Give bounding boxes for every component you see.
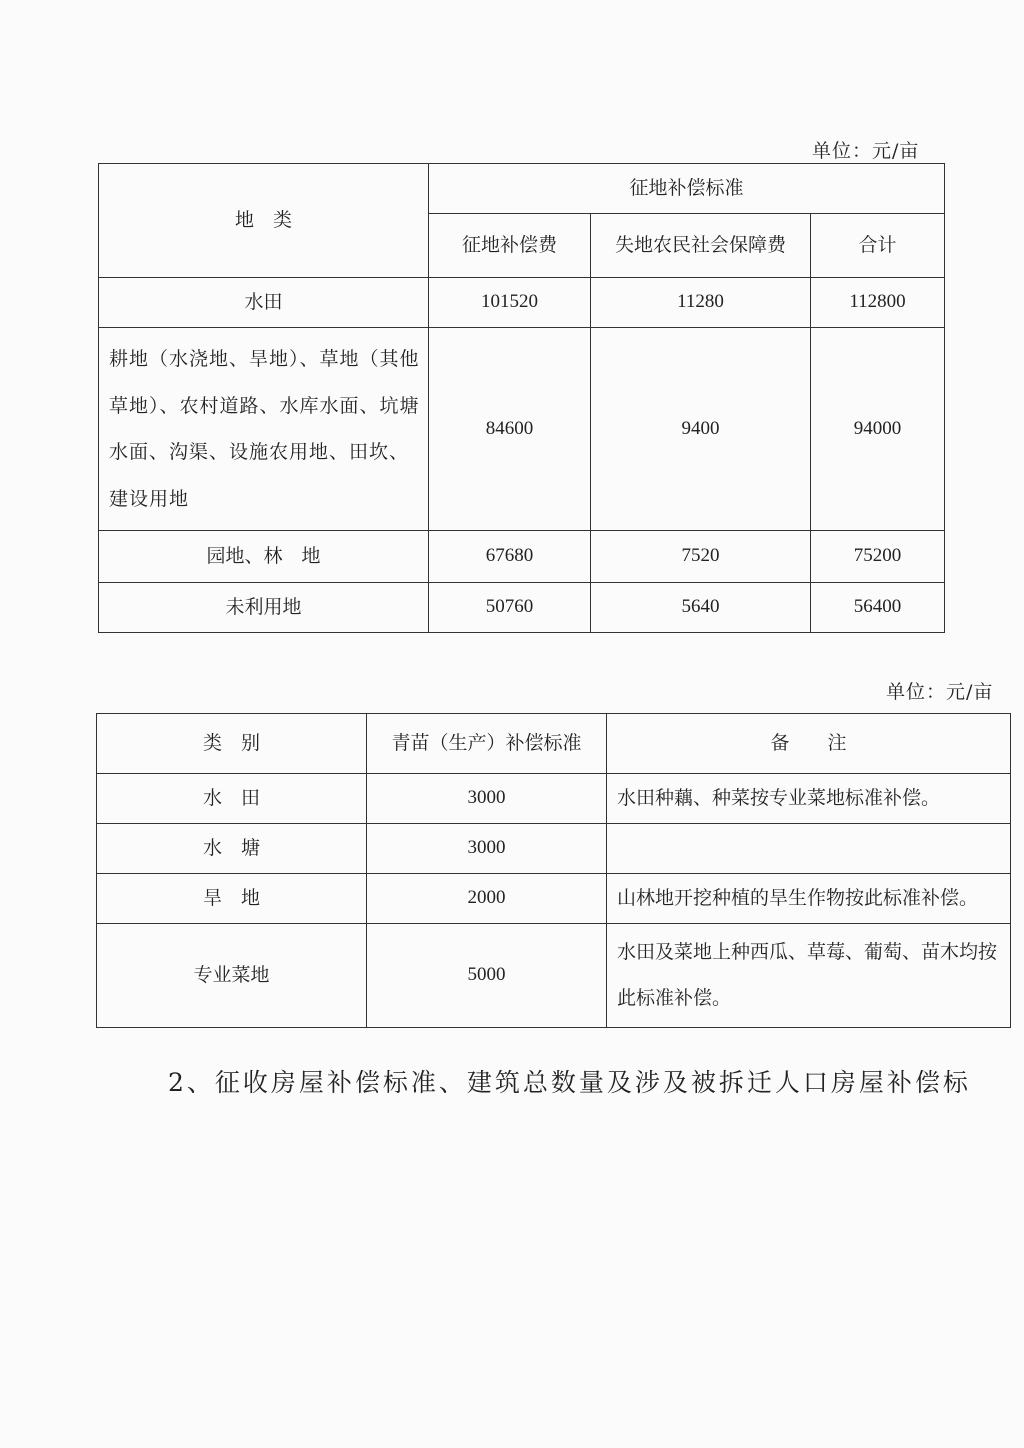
- header-compensation-standard: 征地补偿标准: [429, 164, 945, 214]
- table1-unit: 单位：元/亩: [812, 140, 920, 162]
- table-row: [97, 924, 1011, 1028]
- table-row: [99, 278, 945, 328]
- land-type-cell: 园地、林 地: [99, 531, 429, 583]
- header-crop-standard: 青苗（生产）补偿标准: [367, 714, 607, 774]
- total-cell: 56400: [811, 583, 945, 633]
- table2-unit: 单位：元/亩: [886, 681, 994, 703]
- fee-cell: 67680: [429, 531, 591, 583]
- table-row: [97, 874, 1011, 924]
- security-cell: 7520: [591, 531, 811, 583]
- header-note: 备 注: [607, 714, 1011, 774]
- standard-cell: 3000: [367, 824, 607, 874]
- table-row: [99, 583, 945, 633]
- header-compensation-fee: 征地补偿费: [429, 214, 591, 278]
- category-cell: 水 塘: [97, 824, 367, 874]
- note-cell: 水田及菜地上种西瓜、草莓、葡萄、苗木均按此标准补偿。: [607, 924, 1011, 1028]
- header-total: 合计: [811, 214, 945, 278]
- fee-cell: 84600: [429, 328, 591, 531]
- table-row: [97, 774, 1011, 824]
- standard-cell: 3000: [367, 774, 607, 824]
- header-category: 类 别: [97, 714, 367, 774]
- standard-cell: 2000: [367, 874, 607, 924]
- table-row: [97, 824, 1011, 874]
- category-cell: 专业菜地: [97, 924, 367, 1028]
- security-cell: 5640: [591, 583, 811, 633]
- fee-cell: 50760: [429, 583, 591, 633]
- standard-cell: 5000: [367, 924, 607, 1028]
- land-type-cell: 水田: [99, 278, 429, 328]
- security-cell: 9400: [591, 328, 811, 531]
- note-cell: [607, 824, 1011, 874]
- crop-compensation-table: [96, 713, 1011, 1028]
- header-land-type: 地 类: [99, 164, 429, 278]
- total-cell: 75200: [811, 531, 945, 583]
- category-cell: 水 田: [97, 774, 367, 824]
- note-cell: 水田种藕、种菜按专业菜地标准补偿。: [607, 774, 1011, 824]
- security-cell: 11280: [591, 278, 811, 328]
- land-type-cell: 未利用地: [99, 583, 429, 633]
- note-cell: 山林地开挖种植的旱生作物按此标准补偿。: [607, 874, 1011, 924]
- total-cell: 94000: [811, 328, 945, 531]
- land-type-cell: 耕地（水浇地、旱地）、草地（其他草地）、农村道路、水库水面、坑塘水面、沟渠、设施农用地、田坎、建设用地: [99, 328, 429, 531]
- category-cell: 旱 地: [97, 874, 367, 924]
- fee-cell: 101520: [429, 278, 591, 328]
- table-row: [99, 328, 945, 531]
- section-heading: 2、征收房屋补偿标准、建筑总数量及涉及被拆迁人口房屋补偿标: [168, 1068, 971, 1097]
- header-social-security-fee: 失地农民社会保障费: [591, 214, 811, 278]
- table-row: [99, 531, 945, 583]
- total-cell: 112800: [811, 278, 945, 328]
- land-compensation-table: [98, 163, 945, 633]
